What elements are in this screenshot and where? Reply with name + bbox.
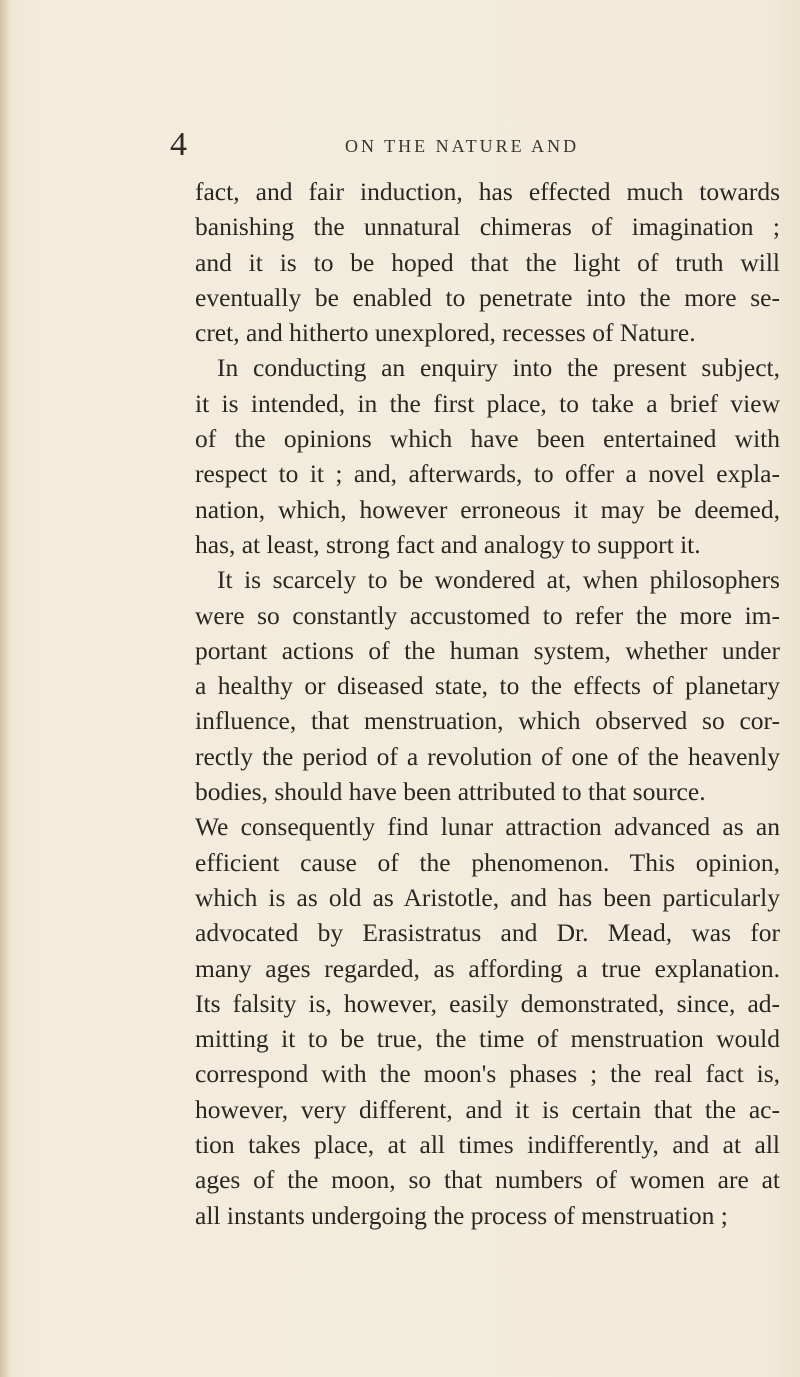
text-line: portant actions of the human system, whether under — [195, 635, 780, 665]
text-line: all instants undergoing the process of menstruation ; — [195, 1200, 728, 1230]
text-line: banishing the unnatural chimeras of imagination ; — [195, 212, 780, 242]
text-line: It is scarcely to be wondered at, when philosophers — [217, 565, 780, 595]
text-line: respect to it ; and, afterwards, to offer a novel expla- — [195, 459, 780, 489]
text-line: however, very different, and it is certain that the ac- — [195, 1094, 780, 1124]
text-line: tion takes place, at all times indifferently, and at all — [195, 1130, 780, 1160]
text-line: influence, that menstruation, which observed so cor- — [195, 706, 780, 736]
text-line: cret, and hitherto unexplored, recesses of Nature. — [195, 318, 696, 348]
text-line: and it is to be hoped that the light of truth will — [195, 247, 780, 277]
text-line: correspond with the moon's phases ; the real fact is, — [195, 1059, 780, 1089]
text-line: ages of the moon, so that numbers of women are at — [195, 1165, 780, 1195]
text-line: Its falsity is, however, easily demonstrated, since, ad- — [195, 988, 780, 1018]
binding-gutter-shadow — [0, 0, 10, 1377]
text-line: were so constantly accustomed to refer the more im- — [195, 600, 780, 630]
text-line: it is intended, in the first place, to take a brief view — [195, 388, 780, 418]
page-header — [0, 126, 800, 166]
text-line: has, at least, strong fact and analogy to support it. — [195, 529, 701, 559]
text-line: rectly the period of a revolution of one of the heavenly — [195, 741, 780, 771]
text-line: which is as old as Aristotle, and has been particularly — [195, 882, 780, 912]
text-line: advocated by Erasistratus and Dr. Mead, was for — [195, 918, 780, 948]
text-line: nation, which, however erroneous it may be deemed, — [195, 494, 780, 524]
text-line: a healthy or diseased state, to the effects of planetary — [195, 671, 780, 701]
text-line: bodies, should have been attributed to that source. — [195, 777, 706, 807]
page-number: 4 — [170, 126, 187, 163]
text-line: eventually be enabled to penetrate into the more se- — [195, 282, 780, 312]
text-line: fact, and fair induction, has effected much towards — [195, 177, 780, 206]
text-line: We consequently find lunar attraction advanced as an — [195, 812, 780, 842]
text-line: In conducting an enquiry into the present subject, — [217, 353, 780, 383]
text-line: efficient cause of the phenomenon. This opinion, — [195, 847, 780, 877]
body-text — [195, 174, 780, 1233]
text-line: of the opinions which have been entertained with — [195, 424, 780, 454]
text-line: many ages regarded, as affording a true explanation. — [195, 953, 780, 983]
text-line: mitting it to be true, the time of menstruation would — [195, 1024, 780, 1054]
running-head: ON THE NATURE AND — [345, 136, 580, 156]
